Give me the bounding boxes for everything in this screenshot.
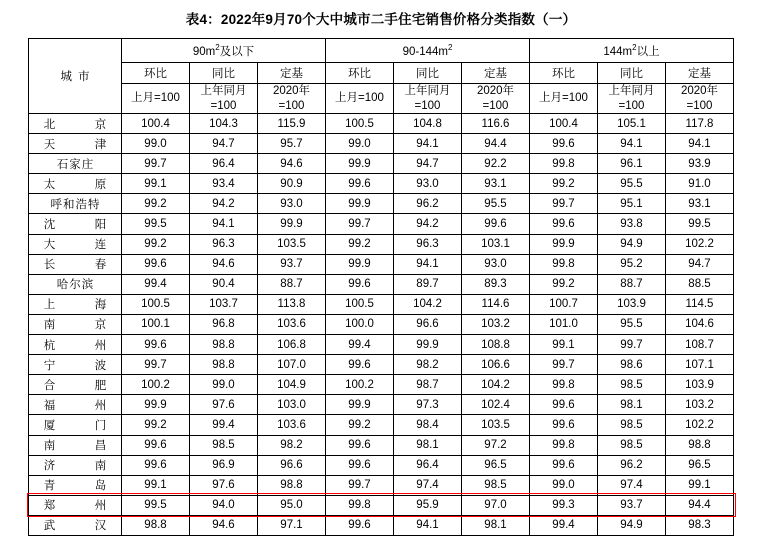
value-cell: 96.4 xyxy=(190,154,258,174)
value-cell: 96.3 xyxy=(394,234,462,254)
value-cell: 99.0 xyxy=(530,475,598,495)
value-cell: 99.6 xyxy=(326,515,394,535)
value-cell: 117.8 xyxy=(666,114,734,134)
value-cell: 103.5 xyxy=(462,415,530,435)
value-cell: 100.2 xyxy=(326,375,394,395)
value-cell: 99.9 xyxy=(326,254,394,274)
city-name-cell: 宁 波 xyxy=(29,355,122,375)
value-cell: 97.4 xyxy=(598,475,666,495)
value-cell: 115.9 xyxy=(258,114,326,134)
value-cell: 98.5 xyxy=(462,475,530,495)
value-cell: 103.2 xyxy=(462,314,530,334)
value-cell: 88.7 xyxy=(598,274,666,294)
table-row xyxy=(29,515,734,535)
value-cell: 99.6 xyxy=(530,395,598,415)
value-cell: 104.3 xyxy=(190,114,258,134)
city-name-cell: 哈尔滨 xyxy=(29,274,122,294)
value-cell: 99.9 xyxy=(258,214,326,234)
value-cell: 99.6 xyxy=(326,174,394,194)
city-name-cell: 杭 州 xyxy=(29,335,122,355)
table-row xyxy=(29,234,734,254)
city-name-cell: 长 春 xyxy=(29,254,122,274)
value-cell: 100.2 xyxy=(122,375,190,395)
city-name-cell: 武 汉 xyxy=(29,515,122,535)
value-cell: 114.6 xyxy=(462,294,530,314)
base-text: =100 xyxy=(686,99,713,112)
header-base-2-2 xyxy=(666,84,734,114)
value-cell: 95.5 xyxy=(598,174,666,194)
value-cell: 99.6 xyxy=(530,455,598,475)
base-text: 2020年 xyxy=(476,85,515,98)
value-cell: 99.5 xyxy=(122,214,190,234)
header-group-1-label: $90-144m^2$ xyxy=(402,43,453,58)
base-text: 2020年 xyxy=(272,85,311,98)
value-cell: 98.1 xyxy=(598,395,666,415)
city-name-cell: 青 岛 xyxy=(29,475,122,495)
value-cell: 99.7 xyxy=(530,355,598,375)
value-cell: 94.4 xyxy=(666,495,734,515)
table-row xyxy=(29,395,734,415)
value-cell: 99.6 xyxy=(530,214,598,234)
table-row xyxy=(29,435,734,455)
value-cell: 99.9 xyxy=(394,335,462,355)
header-sub-2-2: 定基 xyxy=(666,63,734,84)
base-text: 上年同月 xyxy=(200,85,247,98)
value-cell: 89.7 xyxy=(394,274,462,294)
value-cell: 103.9 xyxy=(598,294,666,314)
value-cell: 92.2 xyxy=(462,154,530,174)
value-cell: 99.4 xyxy=(326,335,394,355)
header-row-groups xyxy=(29,39,734,63)
value-cell: 89.3 xyxy=(462,274,530,294)
base-text: 上年同月 xyxy=(608,85,655,98)
city-name-cell: 济 南 xyxy=(29,455,122,475)
value-cell: 94.9 xyxy=(598,234,666,254)
base-text: =100 xyxy=(210,99,237,112)
value-cell: 99.2 xyxy=(122,194,190,214)
value-cell: 94.6 xyxy=(258,154,326,174)
value-cell: 94.1 xyxy=(394,254,462,274)
value-cell: 93.8 xyxy=(598,214,666,234)
value-cell: 99.6 xyxy=(462,214,530,234)
table-row xyxy=(29,335,734,355)
header-base-0-0 xyxy=(122,84,190,114)
base-text: =100 xyxy=(414,99,441,112)
value-cell: 103.0 xyxy=(258,395,326,415)
header-group-2 xyxy=(530,39,734,63)
value-cell: 96.3 xyxy=(190,234,258,254)
value-cell: 98.5 xyxy=(190,435,258,455)
base-text: =100 xyxy=(618,99,645,112)
price-index-table xyxy=(28,38,734,536)
value-cell: 104.2 xyxy=(462,375,530,395)
value-cell: 99.7 xyxy=(326,475,394,495)
value-cell: 97.3 xyxy=(394,395,462,415)
value-cell: 100.5 xyxy=(326,294,394,314)
superscript-0: 2 xyxy=(215,42,220,52)
value-cell: 96.4 xyxy=(394,455,462,475)
value-cell: 98.8 xyxy=(190,335,258,355)
value-cell: 98.5 xyxy=(598,415,666,435)
header-sub-1-2: 定基 xyxy=(462,63,530,84)
value-cell: 105.1 xyxy=(598,114,666,134)
value-cell: 104.2 xyxy=(394,294,462,314)
value-cell: 103.2 xyxy=(666,395,734,415)
value-cell: 99.5 xyxy=(666,214,734,234)
value-cell: 95.5 xyxy=(462,194,530,214)
value-cell: 97.2 xyxy=(462,435,530,455)
value-cell: 104.6 xyxy=(666,314,734,334)
table-row xyxy=(29,134,734,154)
city-name-cell: 上 海 xyxy=(29,294,122,314)
value-cell: 99.4 xyxy=(530,515,598,535)
value-cell: 97.4 xyxy=(394,475,462,495)
value-cell: 96.5 xyxy=(462,455,530,475)
header-group-0 xyxy=(122,39,326,63)
value-cell: 97.1 xyxy=(258,515,326,535)
value-cell: 96.1 xyxy=(598,154,666,174)
value-cell: 98.1 xyxy=(462,515,530,535)
value-cell: 94.1 xyxy=(394,515,462,535)
value-cell: 114.5 xyxy=(666,294,734,314)
city-name-cell: 南 京 xyxy=(29,314,122,334)
value-cell: 94.9 xyxy=(598,515,666,535)
table-row xyxy=(29,455,734,475)
base-text: =100 xyxy=(482,99,509,112)
table-row xyxy=(29,174,734,194)
value-cell: 99.6 xyxy=(122,455,190,475)
table-row xyxy=(29,495,734,515)
value-cell: 99.8 xyxy=(326,495,394,515)
city-name-cell: 天 津 xyxy=(29,134,122,154)
value-cell: 98.3 xyxy=(666,515,734,535)
value-cell: 98.6 xyxy=(598,355,666,375)
value-cell: 94.1 xyxy=(190,214,258,234)
value-cell: 94.7 xyxy=(190,134,258,154)
value-cell: 88.7 xyxy=(258,274,326,294)
value-cell: 94.1 xyxy=(394,134,462,154)
header-sub-0-1: 同比 xyxy=(190,63,258,84)
value-cell: 99.0 xyxy=(122,134,190,154)
value-cell: 94.6 xyxy=(190,515,258,535)
value-cell: 103.5 xyxy=(258,234,326,254)
value-cell: 103.7 xyxy=(190,294,258,314)
value-cell: 100.5 xyxy=(326,114,394,134)
header-sub-2-0: 环比 xyxy=(530,63,598,84)
table-row xyxy=(29,254,734,274)
table-row xyxy=(29,214,734,234)
value-cell: 99.1 xyxy=(666,475,734,495)
value-cell: 98.5 xyxy=(598,375,666,395)
value-cell: 100.1 xyxy=(122,314,190,334)
value-cell: 95.2 xyxy=(598,254,666,274)
value-cell: 99.9 xyxy=(530,234,598,254)
value-cell: 100.5 xyxy=(122,294,190,314)
header-sub-2-1: 同比 xyxy=(598,63,666,84)
value-cell: 94.2 xyxy=(190,194,258,214)
base-text: 上年同月 xyxy=(404,85,451,98)
value-cell: 99.2 xyxy=(326,415,394,435)
value-cell: 99.6 xyxy=(122,435,190,455)
value-cell: 99.2 xyxy=(530,274,598,294)
value-cell: 99.4 xyxy=(190,415,258,435)
value-cell: 98.4 xyxy=(394,415,462,435)
table-row xyxy=(29,274,734,294)
value-cell: 93.0 xyxy=(462,254,530,274)
city-name-cell: 太 原 xyxy=(29,174,122,194)
header-row-bases xyxy=(29,84,734,114)
table-row xyxy=(29,194,734,214)
value-cell: 106.6 xyxy=(462,355,530,375)
value-cell: 99.8 xyxy=(530,375,598,395)
value-cell: 99.7 xyxy=(530,194,598,214)
value-cell: 99.1 xyxy=(122,475,190,495)
table-body xyxy=(29,114,734,536)
header-base-0-2 xyxy=(258,84,326,114)
value-cell: 93.1 xyxy=(666,194,734,214)
value-cell: 94.0 xyxy=(190,495,258,515)
value-cell: 99.7 xyxy=(122,154,190,174)
value-cell: 102.2 xyxy=(666,415,734,435)
value-cell: 99.7 xyxy=(122,355,190,375)
superscript-2: 2 xyxy=(632,42,637,52)
value-cell: 116.6 xyxy=(462,114,530,134)
header-group-0-label: $90m^2$及以下 xyxy=(192,42,255,58)
value-cell: 93.7 xyxy=(598,495,666,515)
table-row xyxy=(29,475,734,495)
value-cell: 96.2 xyxy=(394,194,462,214)
value-cell: 95.5 xyxy=(598,314,666,334)
value-cell: 91.0 xyxy=(666,174,734,194)
value-cell: 96.6 xyxy=(258,455,326,475)
value-cell: 99.6 xyxy=(530,134,598,154)
value-cell: 99.6 xyxy=(326,455,394,475)
value-cell: 88.5 xyxy=(666,274,734,294)
value-cell: 99.9 xyxy=(122,395,190,415)
value-cell: 104.9 xyxy=(258,375,326,395)
value-cell: 99.6 xyxy=(530,415,598,435)
city-name-cell: 南 昌 xyxy=(29,435,122,455)
value-cell: 96.9 xyxy=(190,455,258,475)
header-city: 城市 xyxy=(29,39,122,114)
value-cell: 93.9 xyxy=(666,154,734,174)
value-cell: 98.8 xyxy=(190,355,258,375)
city-name-cell: 厦 门 xyxy=(29,415,122,435)
value-cell: 93.1 xyxy=(462,174,530,194)
value-cell: 94.4 xyxy=(462,134,530,154)
value-cell: 99.1 xyxy=(530,335,598,355)
value-cell: 103.6 xyxy=(258,415,326,435)
value-cell: 95.7 xyxy=(258,134,326,154)
value-cell: 99.8 xyxy=(530,254,598,274)
header-base-0-1 xyxy=(190,84,258,114)
value-cell: 95.9 xyxy=(394,495,462,515)
value-cell: 93.7 xyxy=(258,254,326,274)
value-cell: 103.6 xyxy=(258,314,326,334)
value-cell: 90.9 xyxy=(258,174,326,194)
page-title: 表4：2022年9月70个大中城市二手住宅销售价格分类指数（一） xyxy=(185,12,577,27)
value-cell: 98.1 xyxy=(394,435,462,455)
value-cell: 106.8 xyxy=(258,335,326,355)
header-sub-0-0: 环比 xyxy=(122,63,190,84)
value-cell: 93.4 xyxy=(190,174,258,194)
table-row xyxy=(29,114,734,134)
value-cell: 94.7 xyxy=(394,154,462,174)
header-base-1-1 xyxy=(394,84,462,114)
value-cell: 99.2 xyxy=(530,174,598,194)
superscript-1: 2 xyxy=(447,43,453,53)
value-cell: 103.1 xyxy=(462,234,530,254)
base-text: 2020年 xyxy=(680,85,719,98)
value-cell: 99.8 xyxy=(530,154,598,174)
value-cell: 108.7 xyxy=(666,335,734,355)
city-name-cell: 福 州 xyxy=(29,395,122,415)
value-cell: 99.6 xyxy=(122,254,190,274)
value-cell: 99.0 xyxy=(190,375,258,395)
value-cell: 98.7 xyxy=(394,375,462,395)
header-group-2-label: $144m^2$以上 xyxy=(603,42,660,58)
value-cell: 99.0 xyxy=(326,134,394,154)
table-row xyxy=(29,355,734,375)
header-base-2-0 xyxy=(530,84,598,114)
table-row xyxy=(29,415,734,435)
value-cell: 98.8 xyxy=(258,475,326,495)
header-sub-0-2: 定基 xyxy=(258,63,326,84)
value-cell: 98.5 xyxy=(598,435,666,455)
value-cell: 104.8 xyxy=(394,114,462,134)
value-cell: 101.0 xyxy=(530,314,598,334)
value-cell: 94.1 xyxy=(598,134,666,154)
value-cell: 90.4 xyxy=(190,274,258,294)
value-cell: 97.6 xyxy=(190,395,258,415)
value-cell: 99.7 xyxy=(326,214,394,234)
value-cell: 99.3 xyxy=(530,495,598,515)
value-cell: 99.6 xyxy=(326,274,394,294)
value-cell: 96.2 xyxy=(598,455,666,475)
value-cell: 98.2 xyxy=(258,435,326,455)
value-cell: 95.1 xyxy=(598,194,666,214)
value-cell: 93.0 xyxy=(394,174,462,194)
value-cell: 99.9 xyxy=(326,395,394,415)
value-cell: 98.8 xyxy=(122,515,190,535)
base-text: 上月=100 xyxy=(131,92,180,105)
value-cell: 102.4 xyxy=(462,395,530,415)
value-cell: 96.8 xyxy=(190,314,258,334)
city-name-cell: 北 京 xyxy=(29,114,122,134)
value-cell: 99.6 xyxy=(326,355,394,375)
city-name-cell: 郑 州 xyxy=(29,495,122,515)
header-sub-1-1: 同比 xyxy=(394,63,462,84)
city-name-cell: 沈 阳 xyxy=(29,214,122,234)
value-cell: 99.4 xyxy=(122,274,190,294)
value-cell: 100.0 xyxy=(326,314,394,334)
value-cell: 103.9 xyxy=(666,375,734,395)
city-name-cell: 石家庄 xyxy=(29,154,122,174)
base-text: 上月=100 xyxy=(335,92,384,105)
value-cell: 102.2 xyxy=(666,234,734,254)
value-cell: 100.4 xyxy=(122,114,190,134)
value-cell: 99.7 xyxy=(598,335,666,355)
city-name-cell: 大 连 xyxy=(29,234,122,254)
value-cell: 100.4 xyxy=(530,114,598,134)
value-cell: 107.1 xyxy=(666,355,734,375)
value-cell: 99.8 xyxy=(530,435,598,455)
city-name-cell: 合 肥 xyxy=(29,375,122,395)
value-cell: 99.5 xyxy=(122,495,190,515)
value-cell: 99.6 xyxy=(122,335,190,355)
value-cell: 100.7 xyxy=(530,294,598,314)
value-cell: 99.2 xyxy=(326,234,394,254)
table-row xyxy=(29,314,734,334)
table-head xyxy=(29,39,734,114)
base-text: =100 xyxy=(278,99,305,112)
value-cell: 96.5 xyxy=(666,455,734,475)
value-cell: 99.2 xyxy=(122,415,190,435)
header-sub-1-0: 环比 xyxy=(326,63,394,84)
table-row xyxy=(29,294,734,314)
value-cell: 99.6 xyxy=(326,435,394,455)
value-cell: 98.2 xyxy=(394,355,462,375)
value-cell: 95.0 xyxy=(258,495,326,515)
header-base-1-0 xyxy=(326,84,394,114)
value-cell: 108.8 xyxy=(462,335,530,355)
value-cell: 99.2 xyxy=(122,234,190,254)
value-cell: 99.9 xyxy=(326,154,394,174)
table-row xyxy=(29,154,734,174)
city-name-cell: 呼和浩特 xyxy=(29,194,122,214)
table-row xyxy=(29,375,734,395)
value-cell: 97.6 xyxy=(190,475,258,495)
value-cell: 99.1 xyxy=(122,174,190,194)
value-cell: 107.0 xyxy=(258,355,326,375)
value-cell: 113.8 xyxy=(258,294,326,314)
value-cell: 98.8 xyxy=(666,435,734,455)
value-cell: 94.6 xyxy=(190,254,258,274)
value-cell: 94.2 xyxy=(394,214,462,234)
base-text: 上月=100 xyxy=(539,92,588,105)
header-base-1-2 xyxy=(462,84,530,114)
header-row-subs xyxy=(29,63,734,84)
header-base-2-1 xyxy=(598,84,666,114)
value-cell: 94.7 xyxy=(666,254,734,274)
value-cell: 97.0 xyxy=(462,495,530,515)
value-cell: 96.6 xyxy=(394,314,462,334)
value-cell: 93.0 xyxy=(258,194,326,214)
value-cell: 99.9 xyxy=(326,194,394,214)
value-cell: 94.1 xyxy=(666,134,734,154)
header-group-1 xyxy=(326,39,530,63)
